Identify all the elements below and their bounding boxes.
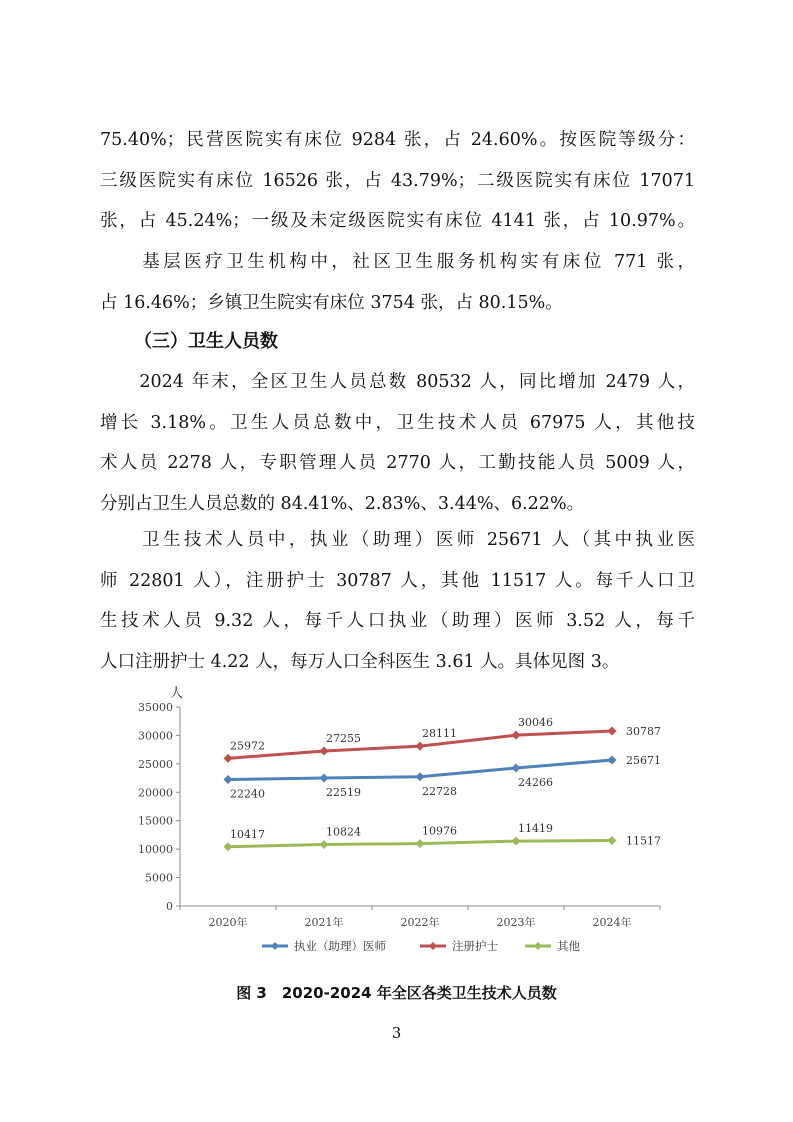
text-line: 生技术人员 9.32 人，每千人口执业（助理）医师 3.52 人，每千 [100,611,695,631]
data-label: 30046 [518,716,553,730]
data-point [320,840,329,849]
legend-label: 其他 [557,939,580,953]
y-axis-label: 人 [170,686,184,701]
text-line: 人口注册护士 4.22 人，每万人口全科医生 3.61 人。具体见图 3。 [100,651,620,672]
data-label: 11419 [518,822,553,836]
y-tick-label: 35000 [138,701,173,714]
data-label: 27255 [326,732,361,746]
text-line: 增长 3.18%。卫生人员总数中，卫生技术人员 67975 人，其他技 [100,412,695,433]
data-label: 24266 [518,776,553,790]
data-point [416,839,425,848]
data-point [512,837,521,846]
data-point [608,726,617,735]
text-line: 占 16.46%；乡镇卫生院实有床位 3754 张，占 80.15%。 [100,292,563,313]
data-point [320,773,329,782]
data-point [512,731,521,740]
figure-caption: 图 3 2020-2024 年全区各类卫生技术人员数 [236,984,557,1002]
text-line: 2024 年末，全区卫生人员总数 80532 人，同比增加 2479 人， [100,372,695,392]
text-line: 张，占 45.24%；一级及未定级医院实有床位 4141 张，占 10.97%。 [100,211,695,231]
data-label: 28111 [422,727,457,741]
data-point [224,775,233,784]
data-label: 10824 [326,825,361,839]
text-line: 分别占卫生人员总数的 84.41%、2.83%、3.44%、6.22%。 [100,493,585,514]
page-number: 3 [391,1024,402,1042]
text-line: 75.40%；民营医院实有床位 9284 张，占 24.60%。按医院等级分： [100,130,695,150]
data-point [608,756,617,765]
data-point [320,747,329,756]
y-tick-label: 5000 [145,871,173,885]
x-tick-label: 2021年 [304,916,344,929]
x-tick-label: 2022年 [400,916,440,929]
y-tick-label: 10000 [138,843,173,857]
data-label: 25972 [230,739,265,753]
y-tick-label: 0 [166,900,173,913]
data-label: 22728 [422,784,457,798]
y-tick-label: 30000 [138,729,173,743]
x-tick-label: 2023年 [496,916,536,929]
text-line: 师 22801 人），注册护士 30787 人，其他 11517 人。每千人口卫 [100,570,695,591]
legend-label: 注册护士 [452,939,498,953]
data-label: 22240 [230,787,265,801]
data-point [224,754,233,763]
data-point [224,842,233,851]
legend-label: 执业（助理）医师 [294,939,386,953]
legend-marker [534,942,542,950]
data-label: 30787 [626,724,661,738]
data-label: 22519 [326,785,361,799]
text-line: 基层医疗卫生机构中，社区卫生服务机构实有床位 771 张， [100,252,695,272]
y-tick-label: 20000 [138,786,173,800]
data-point [608,836,617,845]
y-tick-label: 15000 [138,814,173,828]
data-label: 10976 [422,824,457,838]
text-line: 三级医院实有床位 16526 张，占 43.79%；二级医院实有床位 17071 [100,170,695,191]
legend-marker [271,942,279,950]
section-heading: （三）卫生人员数 [134,331,278,352]
data-label: 11517 [626,834,661,848]
data-label: 25671 [626,754,661,768]
legend-marker [429,942,437,950]
text-line: 术人员 2278 人，专职管理人员 2770 人，工勤技能人员 5009 人， [100,453,695,473]
x-tick-label: 2020年 [208,916,248,929]
data-label: 10417 [230,827,265,841]
text-line: 卫生技术人员中，执业（助理）医师 25671 人（其中执业医 [100,530,695,550]
data-point [416,742,425,751]
y-tick-label: 25000 [138,757,173,771]
data-point [416,772,425,781]
x-tick-label: 2024年 [592,916,632,929]
data-point [512,764,521,773]
